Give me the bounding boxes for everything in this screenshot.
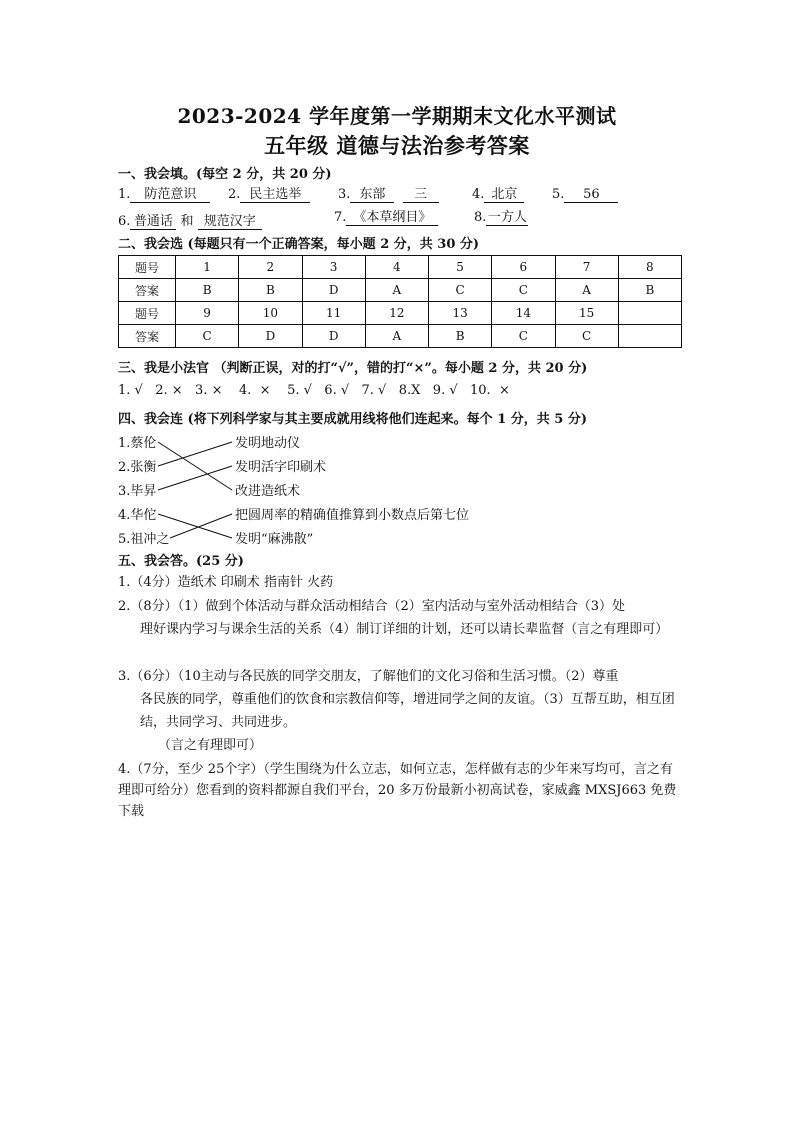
answer-q4: 4.（7分，至少 25个字）（学生围绕为什么立志，如何立志，怎样做有志的少年来写均可，言之有理即可给分）您看到的资料都源自我们平台，20 多万份最新小初高试卷，家威鑫 MXSJ663 免费下载 xyxy=(118,762,677,819)
table-cell xyxy=(618,302,681,325)
table-cell: A xyxy=(365,325,428,348)
table-cell: 8 xyxy=(618,256,681,279)
section1-heading: 一、我会填。(每空 2 分，共 20 分) xyxy=(118,167,332,182)
table-cell: 4 xyxy=(365,256,428,279)
table-cell: 12 xyxy=(365,302,428,325)
table-cell: 13 xyxy=(429,302,492,325)
table-cell: 答案 xyxy=(119,325,176,348)
blank-answer: 56 xyxy=(564,187,618,203)
matching-line xyxy=(158,514,232,538)
blank-answer: 普通话 xyxy=(130,214,176,230)
table-cell: D xyxy=(302,325,365,348)
table-cell: C xyxy=(429,279,492,302)
table-cell: C xyxy=(176,325,239,348)
table-cell: B xyxy=(618,279,681,302)
matching-line xyxy=(158,442,232,490)
matching-lines xyxy=(118,428,238,548)
true-false-answers: 1. √ 2. × 3. × 4. × 5. √ 6. √ 7. √ 8.X 9. √ 10. × xyxy=(118,383,510,398)
table-cell: 5 xyxy=(429,256,492,279)
table-cell: C xyxy=(492,279,555,302)
fill-answer-6: 6. 普通话 和 规范汉字 xyxy=(118,210,262,230)
table-cell xyxy=(618,325,681,348)
section4-heading: 四、我会连 (将下列科学家与其主要成就用线将他们连起来。每个 1 分，共 5 分) xyxy=(118,412,588,427)
table-cell: D xyxy=(239,325,302,348)
scientist-item: 2.张衡 xyxy=(118,460,157,475)
section2-heading: 二、我会选 (每题只有一个正确答案，每小题 2 分，共 30 分) xyxy=(118,237,480,252)
fill-answer-5: 5. 56 xyxy=(552,187,618,203)
table-row xyxy=(119,279,682,302)
document-title: 2023-2024 学年度第一学期期末文化水平测试 xyxy=(177,104,617,128)
table-cell: 14 xyxy=(492,302,555,325)
scientist-item: 4.华佗 xyxy=(118,508,157,523)
blank-answer: 北京 xyxy=(484,187,524,203)
table-cell: D xyxy=(302,279,365,302)
fill-answer-4: 4. 北京 xyxy=(472,187,524,203)
table-cell: B xyxy=(239,279,302,302)
fill-answer-2: 2. 民主选举 xyxy=(228,187,310,203)
table-cell: B xyxy=(429,325,492,348)
table-cell: C xyxy=(555,325,618,348)
table-row xyxy=(119,302,682,325)
document-subtitle: 五年级 道德与法治参考答案 xyxy=(264,133,530,158)
table-cell: 6 xyxy=(492,256,555,279)
table-cell: 1 xyxy=(176,256,239,279)
fill-answer-7: 7. 《本草纲目》 xyxy=(334,210,438,226)
table-cell: 7 xyxy=(555,256,618,279)
blank-answer: 规范汉字 xyxy=(198,214,262,230)
matching-line xyxy=(170,514,232,538)
table-cell: 11 xyxy=(302,302,365,325)
blank-answer: 东部 xyxy=(350,187,394,203)
multiple-choice-answer-table xyxy=(118,255,682,348)
answer-q2: 2.（8分）（1）做到个体活动与群众活动相结合（2）室内活动与室外活动相结合（3）处 理好课内学习与课余生活的关系（4）制订详细的计划，还可以请长辈监督（言之有理即可） xyxy=(118,599,669,637)
scientist-item: 5.祖冲之 xyxy=(118,532,170,547)
fill-answer-1: 1. 防范意识 xyxy=(118,187,210,203)
section5-heading: 五、我会答。(25 分) xyxy=(118,554,244,569)
blank-answer: 防范意识 xyxy=(130,187,210,203)
matching-line xyxy=(158,442,232,466)
blank-answer: 三 xyxy=(403,187,439,203)
achievement-item: 发明“麻沸散” xyxy=(235,532,314,547)
blank-answer: 一方人 xyxy=(487,210,527,225)
table-row xyxy=(119,256,682,279)
table-row xyxy=(119,325,682,348)
achievement-item: 把圆周率的精确值推算到小数点后第七位 xyxy=(235,508,470,523)
matching-line xyxy=(158,466,232,490)
table-cell: 答案 xyxy=(119,279,176,302)
fill-answer-3: 3. 东部 三 xyxy=(338,187,439,203)
blank-answer: 《本草纲目》 xyxy=(346,210,438,226)
table-cell: 9 xyxy=(176,302,239,325)
table-cell: 题号 xyxy=(119,302,176,325)
table-cell: 10 xyxy=(239,302,302,325)
table-cell: 15 xyxy=(555,302,618,325)
table-cell: 3 xyxy=(302,256,365,279)
achievement-item: 发明地动仪 xyxy=(235,436,301,451)
table-cell: C xyxy=(492,325,555,348)
answer-q3: 3.（6分）（10主动与各民族的同学交朋友，了解他们的文化习俗和生活习惯。（2）尊重 各民族的同学，尊重他们的饮食和宗教信仰等，增进同学之间的友谊。（3）互帮互助，相互团结，共同学习、共同进步。 （言之有理即可） xyxy=(118,669,675,753)
section3-heading: 三、我是小法官 （判断正误，对的打“√”，错的打“×”。每小题 2 分，共 20 分) xyxy=(118,361,588,376)
table-cell: 题号 xyxy=(119,256,176,279)
scientist-item: 3.毕昇 xyxy=(118,484,157,499)
fill-answer-8: 8.一方人 xyxy=(474,210,527,225)
answer-q1: 1.（4分）造纸术 印刷术 指南针 火药 xyxy=(118,575,334,590)
table-cell: B xyxy=(176,279,239,302)
blank-answer: 民主选举 xyxy=(240,187,310,203)
table-cell: 2 xyxy=(239,256,302,279)
table-cell: A xyxy=(365,279,428,302)
achievement-item: 改进造纸术 xyxy=(235,484,301,499)
table-cell: A xyxy=(555,279,618,302)
scientist-item: 1.蔡伦 xyxy=(118,436,157,451)
achievement-item: 发明活字印刷术 xyxy=(235,460,327,475)
